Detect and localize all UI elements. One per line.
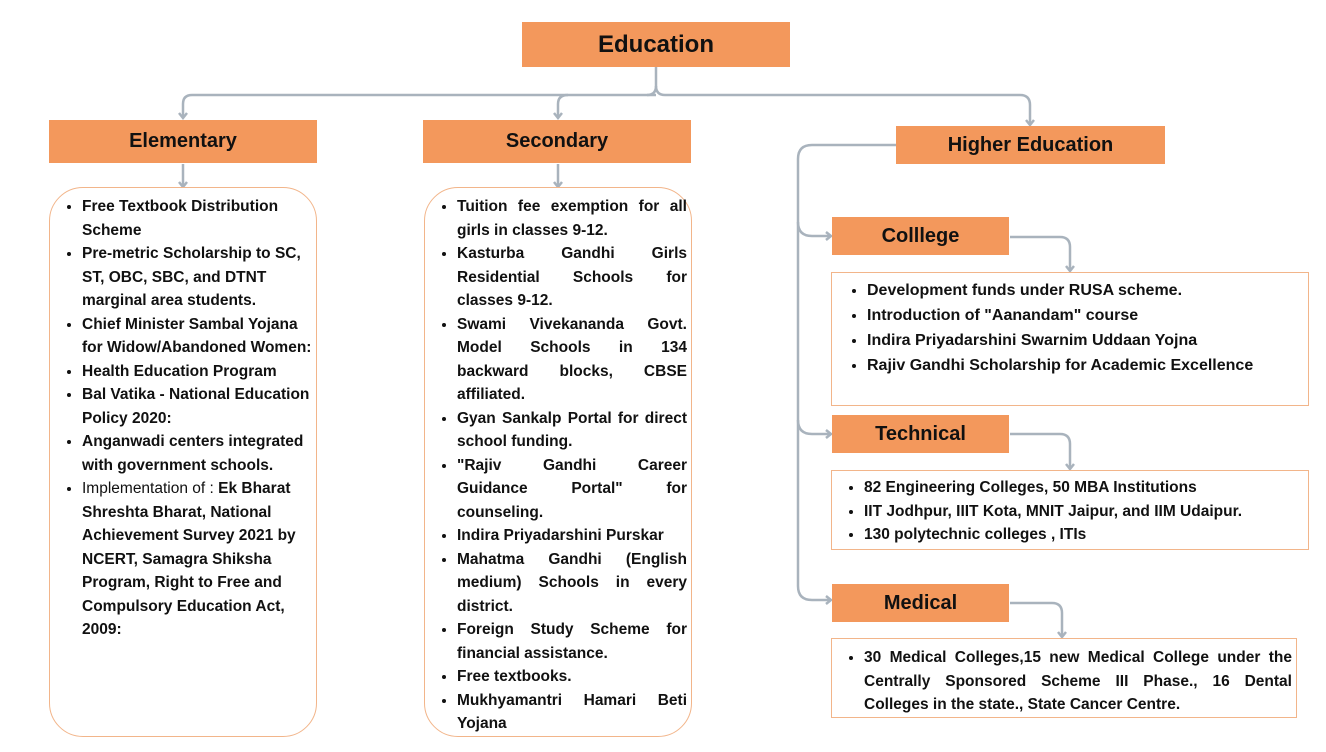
medical-node [832, 584, 1009, 622]
list-item: • Kasturba Gandhi Girls Residential Schools for classes 9-12. [457, 242, 687, 313]
medical-title: Medical [883, 591, 958, 614]
secondary-box [424, 187, 692, 737]
connector-to-technical [798, 420, 830, 434]
list-item: • Anganwadi centers integrated with government schools. [82, 430, 312, 477]
list-item: • Free Textbook Distribution Scheme [82, 195, 312, 242]
connector-root-to-higher [656, 86, 1030, 124]
list-item: • Swami Vivekananda Govt. Model Schools in 134 backward blocks, CBSE affiliated. [457, 313, 687, 407]
college-title: Colllege [881, 224, 960, 247]
list-item: • Indira Priyadarshini Purskar [457, 524, 687, 548]
list-item: • Gyan Sankalp Portal for direct school funding. [457, 407, 687, 454]
list-item: • Rajiv Gandhi Scholarship for Academic Excellence [867, 353, 1304, 378]
list-item: • Pre-metric Scholarship to SC, ST, OBC, SBC, and DTNT marginal area students. [82, 242, 312, 313]
list-item: • Free textbooks. [457, 665, 687, 689]
list-item: • 130 polytechnic colleges , ITIs [864, 523, 1306, 547]
connector-root [647, 67, 656, 95]
elementary-node [49, 120, 317, 163]
list-item: • Health Education Program [82, 360, 312, 384]
connector-to-college [798, 222, 830, 236]
technical-title: Technical [875, 422, 966, 445]
implementation-prefix: Implementation of : [82, 480, 219, 497]
list-item: • Development funds under RUSA scheme. [867, 278, 1304, 303]
list-item: • Foreign Study Scheme for financial assistance. [457, 618, 687, 665]
root-node [522, 22, 790, 67]
list-item: • 82 Engineering Colleges, 50 MBA Institutions [864, 476, 1306, 500]
college-node [832, 217, 1009, 255]
list-item: • Chief Minister Sambal Yojana for Widow/Abandoned Women: [82, 313, 312, 360]
list-item: • Mukhyamantri Hamari Beti Yojana [457, 689, 687, 736]
connector-root-to-elementary [183, 95, 656, 117]
secondary-title: Secondary [505, 130, 609, 152]
connector-technical-box [1010, 434, 1070, 468]
elementary-title: Elementary [129, 130, 237, 152]
list-item: • IIT Jodhpur, IIIT Kota, MNIT Jaipur, and IIM Udaipur. [864, 500, 1306, 524]
list-item: • Indira Priyadarshini Swarnim Uddaan Yojna [867, 328, 1304, 353]
technical-box [831, 470, 1309, 550]
secondary-node [423, 120, 691, 163]
connector-medical-box [1010, 603, 1062, 636]
list-item: • Tuition fee exemption for all girls in classes 9-12. [457, 195, 687, 242]
connector-college-box [1010, 237, 1070, 270]
technical-node [832, 415, 1009, 453]
higher-education-title: Higher Education [947, 133, 1114, 156]
list-item: • Mahatma Gandhi (English medium) Schools in every district. [457, 548, 687, 619]
list-item: • Introduction of "Aanandam" course [867, 303, 1304, 328]
list-item-implementation [82, 477, 312, 642]
higher-education-node [896, 126, 1165, 164]
college-box [831, 272, 1309, 406]
medical-box [831, 638, 1297, 718]
list-item: • "Rajiv Gandhi Career Guidance Portal" for counseling. [457, 454, 687, 525]
root-title: Education [597, 30, 714, 58]
list-item: • 30 Medical Colleges,15 new Medical College under the Centrally Sponsored Scheme III Phase., 16 Dental Colleges in the state., State Cancer Centre. [864, 646, 1292, 717]
elementary-box [49, 187, 317, 737]
connector-root-to-secondary [558, 95, 568, 117]
implementation-text: Ek Bharat Shreshta Bharat, National Achievement Survey 2021 by NCERT, Samagra Shiksha Program, Right to Free and Compulsory Education Act, 2009: [82, 480, 296, 638]
list-item: • Bal Vatika - National Education Policy 2020: [82, 383, 312, 430]
